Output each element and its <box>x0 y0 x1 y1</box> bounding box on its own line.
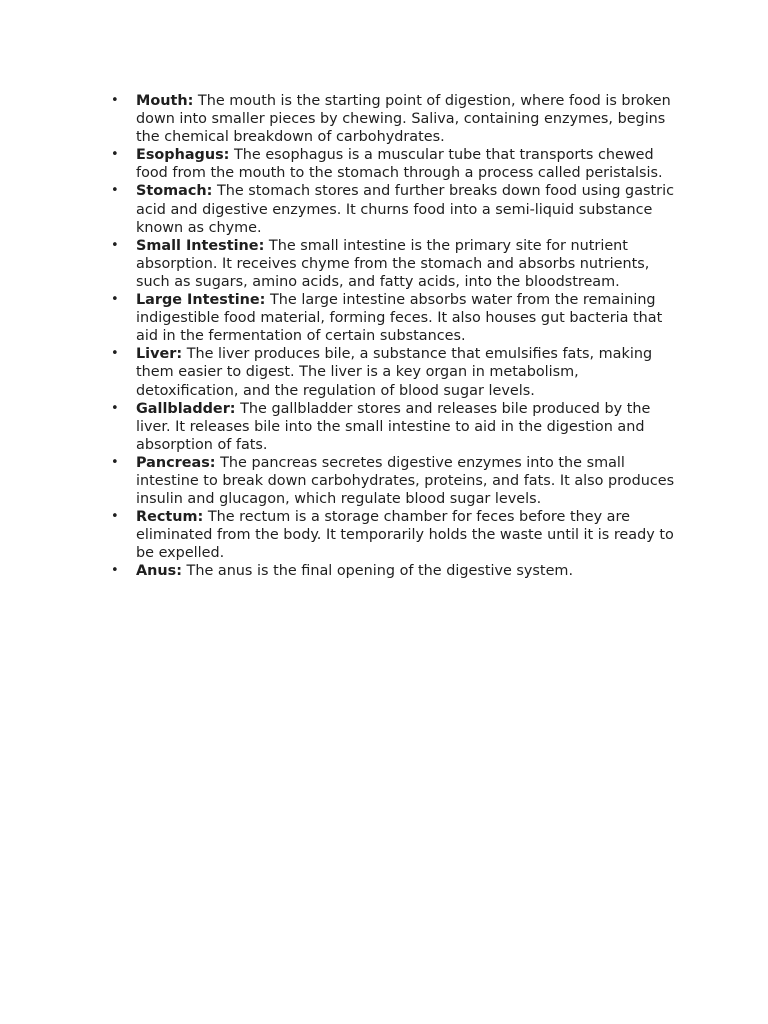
list-item-mouth <box>104 92 684 146</box>
bullet-icon: • <box>111 563 119 579</box>
item-term: Small Intestine: <box>136 237 265 254</box>
bullet-icon: • <box>111 147 119 163</box>
item-description: The large intestine absorbs water from the remaining indigestible food material, forming feces. It also houses gut bacteria that aid in the fermentation of certain substances. <box>136 292 663 345</box>
list-item-esophagus <box>104 146 684 182</box>
item-description: The mouth is the starting point of digestion, where food is broken down into smaller pieces by chewing. Saliva, containing enzymes, begins the chemical breakdown of carbohydrates. <box>136 93 671 146</box>
item-description: The stomach stores and further breaks down food using gastric acid and digestive enzymes. It churns food into a semi-liquid substance known as chyme. <box>136 183 674 236</box>
bullet-icon: • <box>111 237 119 253</box>
list-item-rectum <box>104 508 684 562</box>
item-term: Anus: <box>136 563 182 580</box>
item-term: Large Intestine: <box>136 292 266 309</box>
item-description: The small intestine is the primary site for nutrient absorption. It receives chyme from the stomach and absorbs nutrients, such as sugars, amino acids, and fatty acids, into the bloodstream. <box>136 237 650 290</box>
list-item-large-intestine <box>104 291 684 345</box>
bullet-icon: • <box>111 292 119 308</box>
item-term: Mouth: <box>136 93 194 109</box>
item-term: Stomach: <box>136 183 213 200</box>
item-description: The liver produces bile, a substance that emulsifies fats, making them easier to digest. The liver is a key organ in metabolism, detoxification, and the regulation of blood sugar levels. <box>136 346 653 399</box>
list-item-small-intestine <box>104 237 684 291</box>
item-term: Liver: <box>136 346 183 363</box>
item-term: Esophagus: <box>136 147 230 164</box>
bullet-icon: • <box>111 509 119 525</box>
bullet-icon: • <box>111 346 119 362</box>
bullet-icon: • <box>111 93 119 108</box>
item-term: Pancreas: <box>136 454 216 471</box>
item-description: The esophagus is a muscular tube that transports chewed food from the mouth to the stomach through a process called peristalsis. <box>136 147 663 182</box>
bullet-icon: • <box>111 400 119 416</box>
digestive-organ-list <box>104 92 684 581</box>
bullet-icon: • <box>111 183 119 199</box>
item-description: The pancreas secretes digestive enzymes into the small intestine to break down carbohydrates, proteins, and fats. It also produces insulin and glucagon, which regulate blood sugar levels. <box>136 454 675 508</box>
item-term: Rectum: <box>136 509 204 526</box>
list-item-gallbladder <box>104 400 684 454</box>
item-description: The rectum is a storage chamber for feces before they are eliminated from the body. It temporarily holds the waste until it is ready to be expelled. <box>136 509 674 562</box>
item-description: The gallbladder stores and releases bile produced by the liver. It releases bile into the small intestine to aid in the digestion and absorption of fats. <box>136 400 651 453</box>
item-description: The anus is the final opening of the digestive system. <box>186 563 574 580</box>
list-item-anus <box>104 562 684 580</box>
item-term: Gallbladder: <box>136 400 236 417</box>
list-item-stomach <box>104 182 684 236</box>
list-item-pancreas <box>104 454 684 508</box>
bullet-icon: • <box>111 454 119 470</box>
list-item-liver <box>104 345 684 399</box>
